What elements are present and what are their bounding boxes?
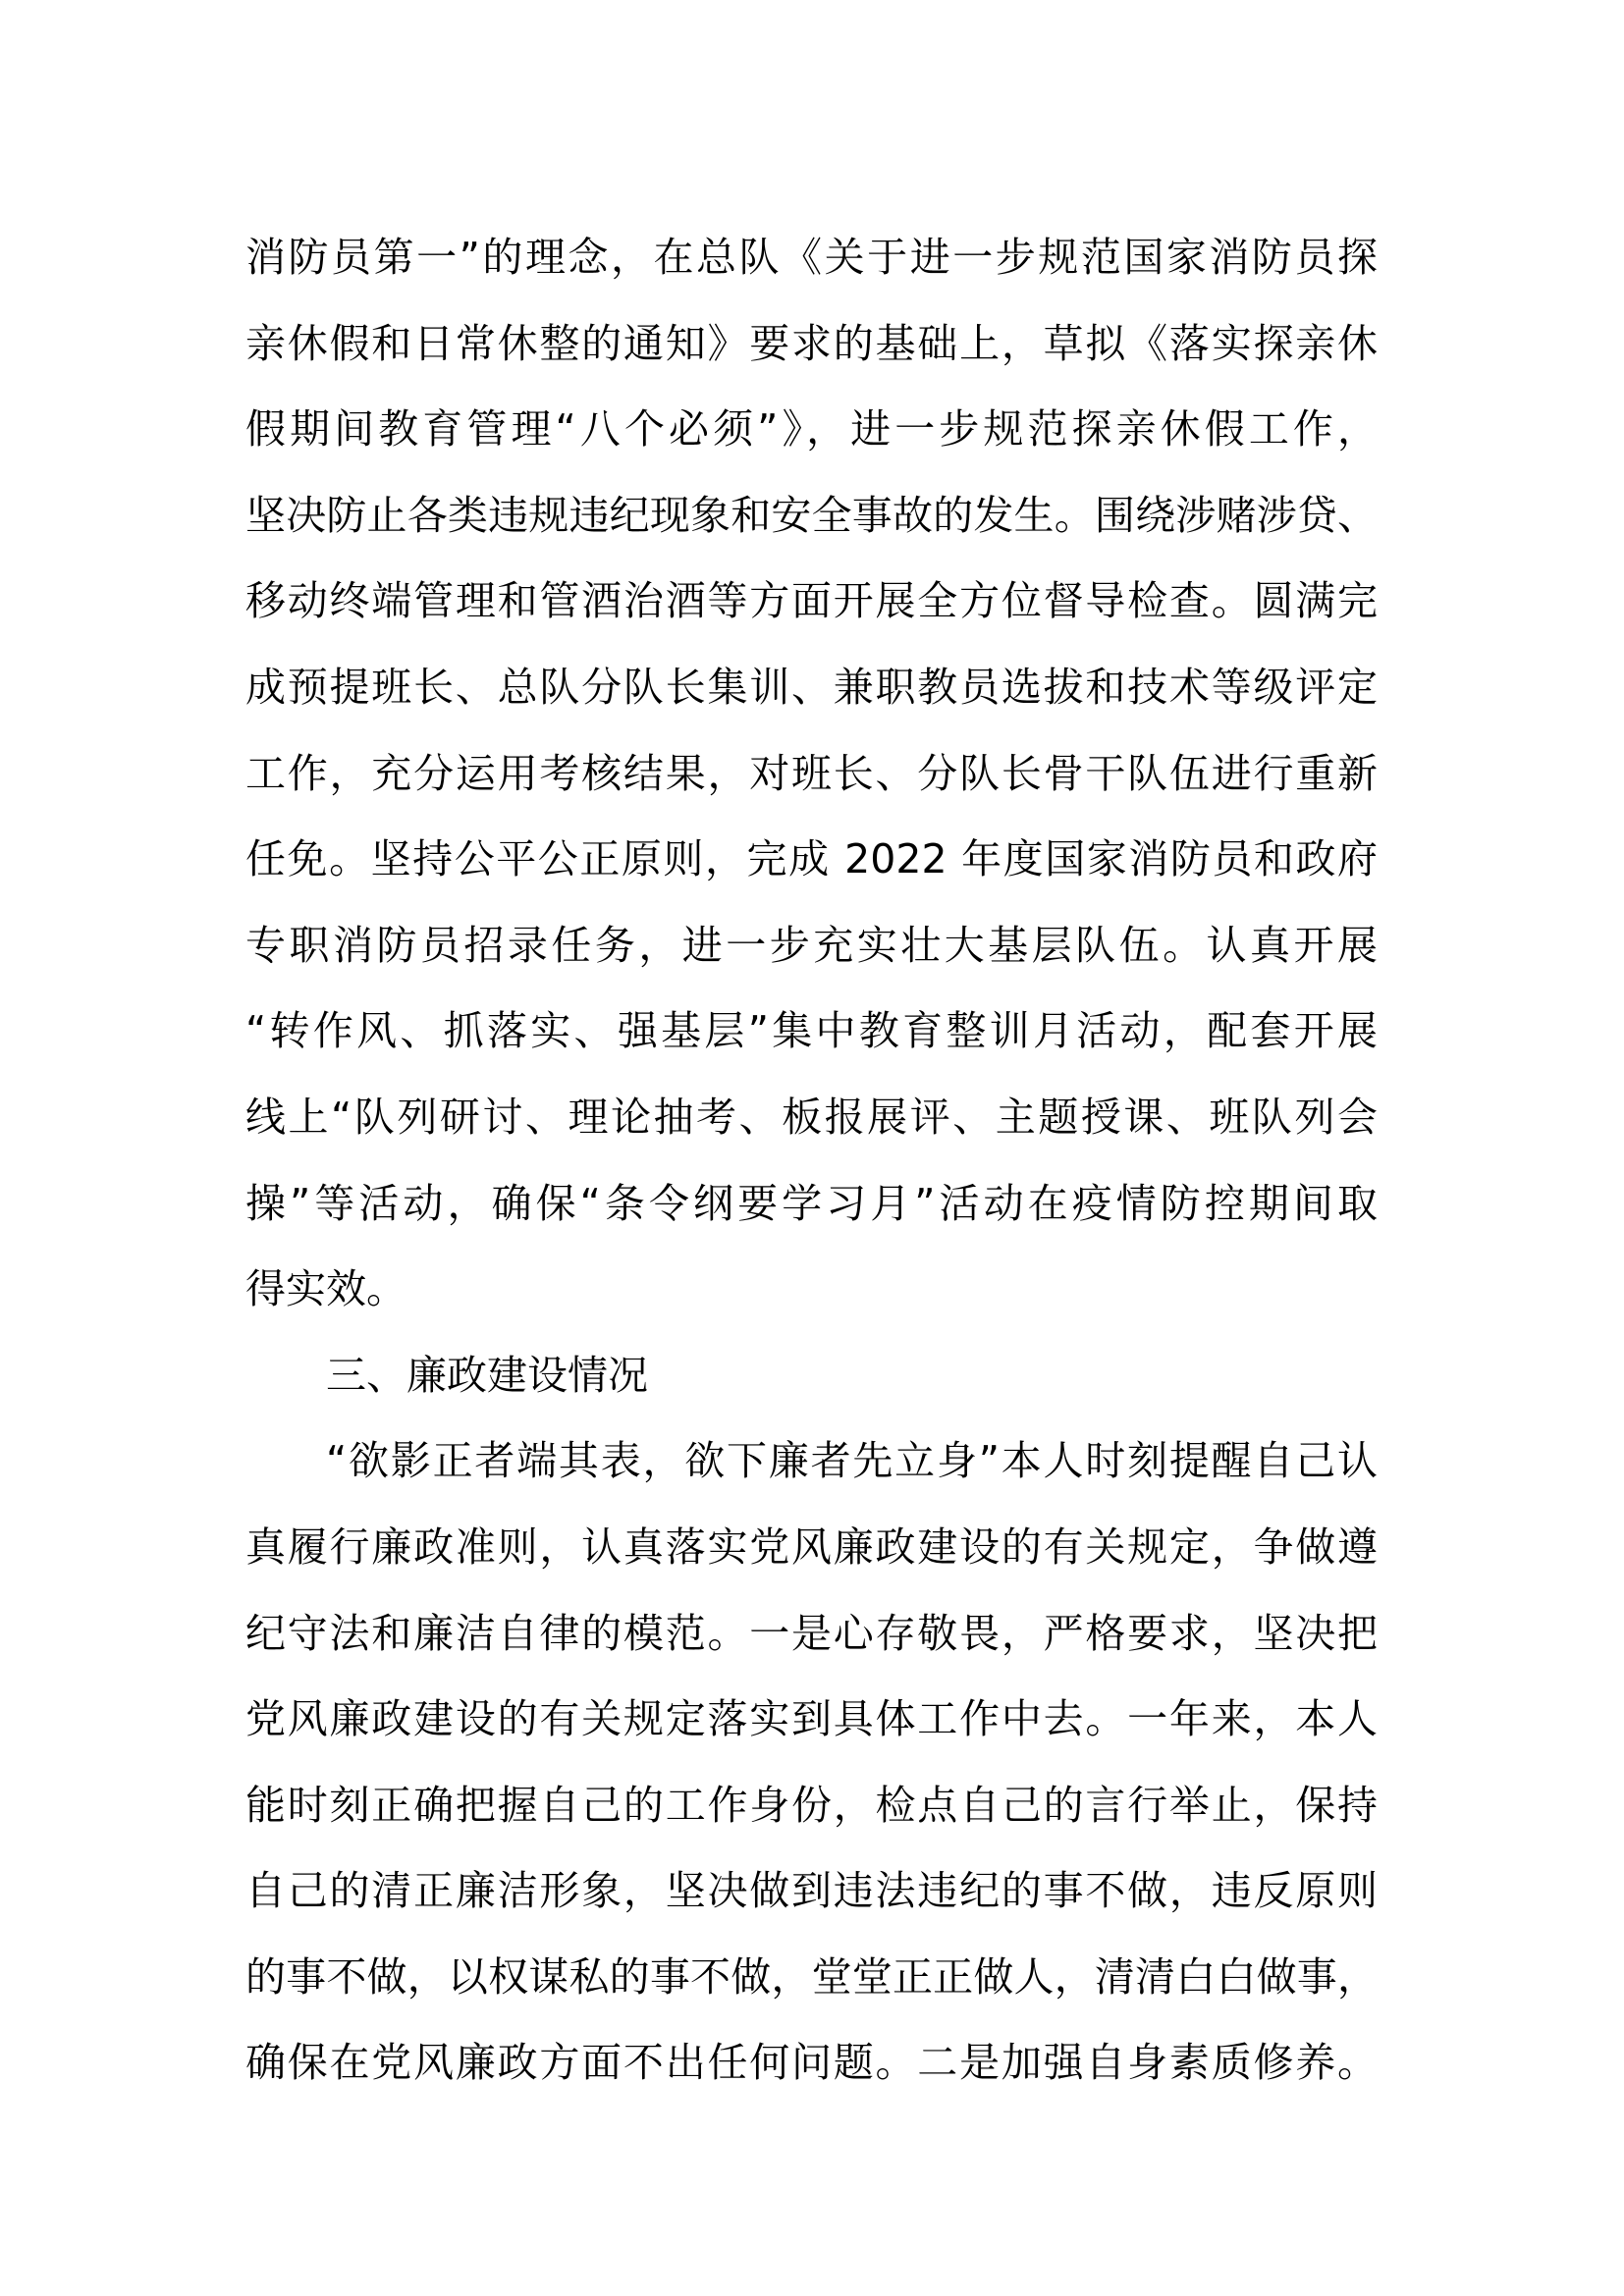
- text-line: 任免。坚持公平公正原则，完成 2022 年度国家消防员和政府: [245, 835, 1378, 883]
- text-line: 坚决防止各类违规违纪现象和安全事故的发生。围绕涉赌涉贷、: [245, 491, 1378, 539]
- text-line: 工作，充分运用考核结果，对班长、分队长骨干队伍进行重新: [245, 749, 1378, 797]
- text-line: 成预提班长、总队分队长集训、兼职教员选拔和技术等级评定: [245, 663, 1378, 711]
- text-line: 专职消防员招录任务，进一步充实壮大基层队伍。认真开展: [245, 921, 1378, 969]
- text-line: 操”等活动，确保“条令纲要学习月”活动在疫情防控期间取: [245, 1179, 1378, 1227]
- text-line: “欲影正者端其表，欲下廉者先立身”本人时刻提醒自己认: [326, 1437, 1378, 1485]
- text-line: 移动终端管理和管酒治酒等方面开展全方位督导检查。圆满完: [245, 577, 1378, 625]
- text-line: 消防员第一”的理念，在总队《关于进一步规范国家消防员探: [245, 234, 1378, 281]
- text-line: 党风廉政建设的有关规定落实到具体工作中去。一年来，本人: [245, 1695, 1378, 1743]
- text-line: 的事不做，以权谋私的事不做，堂堂正正做人，清清白白做事，: [245, 1952, 1378, 2001]
- text-line: 亲休假和日常休整的通知》要求的基础上，草拟《落实探亲休: [245, 319, 1378, 367]
- text-line: 线上“队列研讨、理论抽考、板报展评、主题授课、班队列会: [245, 1093, 1378, 1141]
- text-line: 确保在党风廉政方面不出任何问题。二是加强自身素质修养。: [245, 2039, 1378, 2087]
- text-line: “转作风、抓落实、强基层”集中教育整训月活动，配套开展: [245, 1007, 1378, 1055]
- text-line: 假期间教育管理“八个必须”》，进一步规范探亲休假工作，: [245, 405, 1378, 454]
- text-line: 得实效。: [245, 1265, 406, 1313]
- document-body: [245, 215, 1378, 2107]
- text-line: 能时刻正确把握自己的工作身份，检点自己的言行举止，保持: [245, 1781, 1378, 1829]
- section-heading: 三、廉政建设情况: [326, 1351, 648, 1399]
- text-line: 纪守法和廉洁自律的模范。一是心存敬畏，严格要求，坚决把: [245, 1609, 1378, 1657]
- text-line: 自己的清正廉洁形象，坚决做到违法违纪的事不做，违反原则: [245, 1867, 1378, 1915]
- text-line: 真履行廉政准则，认真落实党风廉政建设的有关规定，争做遵: [245, 1522, 1378, 1571]
